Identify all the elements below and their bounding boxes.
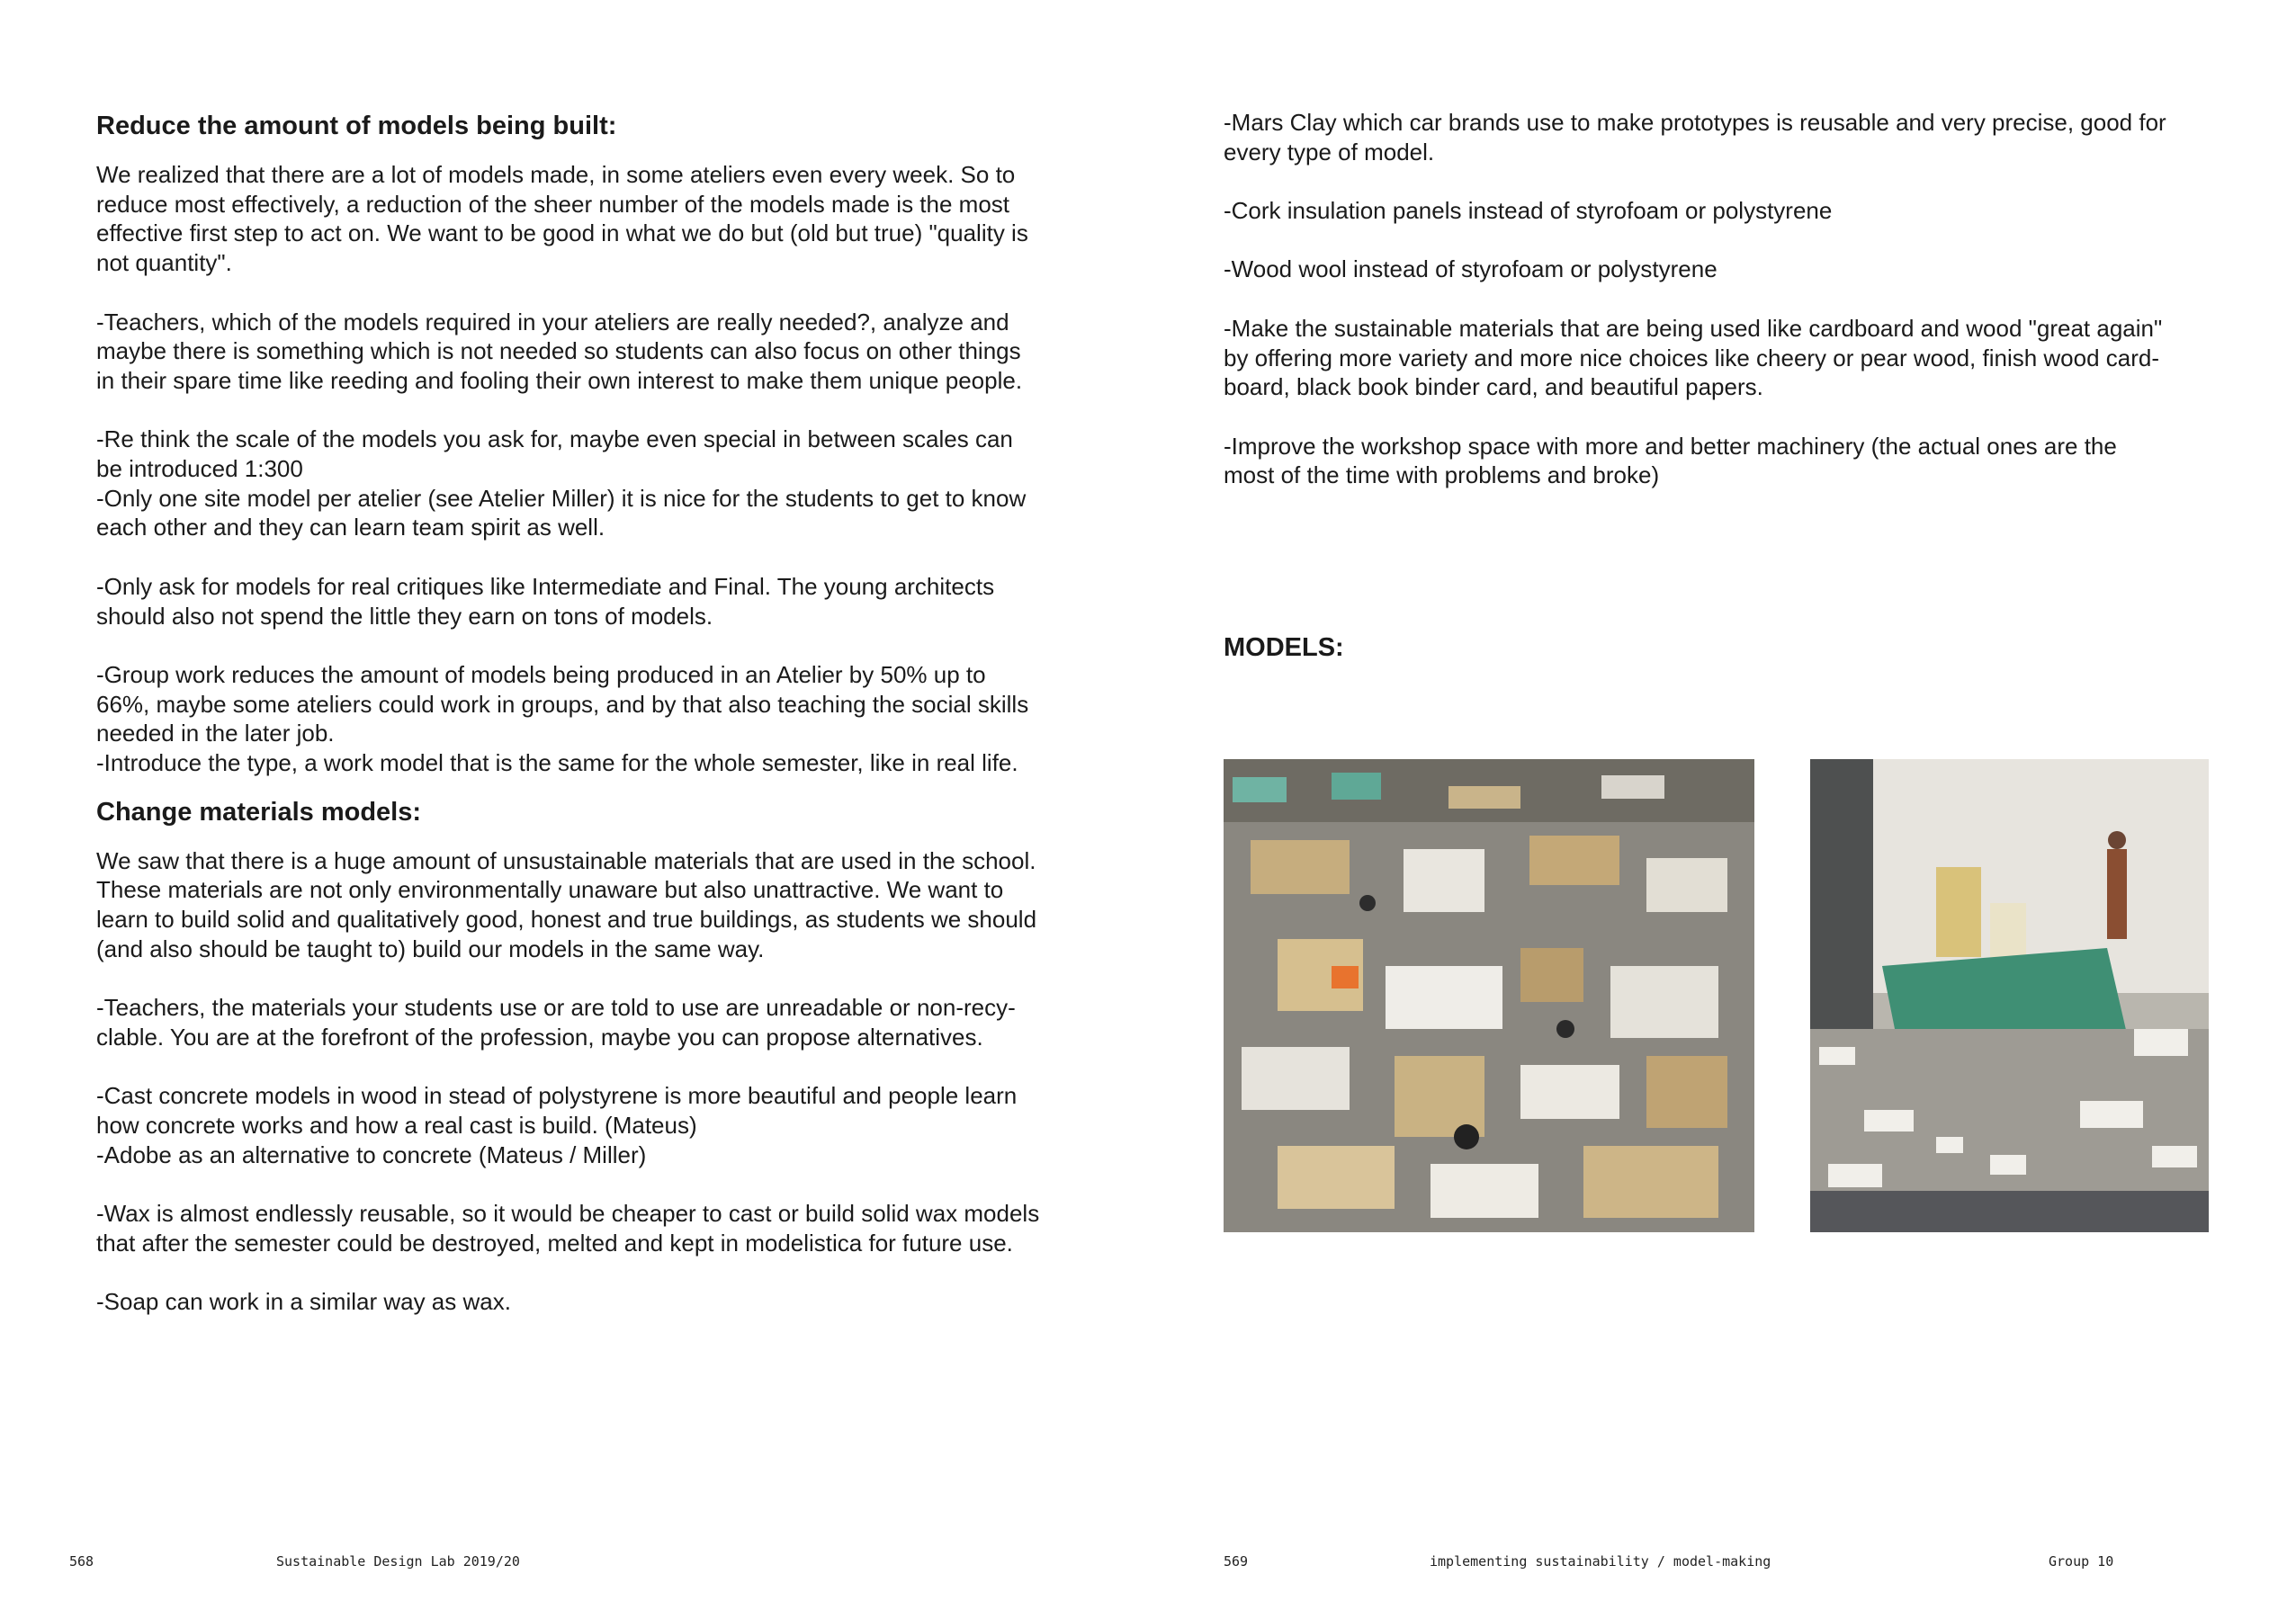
text-line: -Improve the workshop space with more and better machinery (the actual ones are the <box>1224 432 2117 460</box>
heading-reduce-models: Reduce the amount of models being built: <box>96 112 617 140</box>
atelier-overhead-image <box>1224 759 1754 1232</box>
paragraph-critiques <box>96 572 1099 631</box>
paragraph-soap <box>96 1287 1099 1317</box>
paragraph-sustainable-materials <box>1224 314 2227 402</box>
text-line: We realized that there are a lot of models made, in some ateliers even every week. So to <box>96 161 1016 188</box>
text-line: clable. You are at the forefront of the profession, maybe you can propose alternatives. <box>96 1023 983 1051</box>
text-line: -Only ask for models for real critiques like Intermediate and Final. The young architects <box>96 572 995 600</box>
text-line: effective first step to act on. We want to be good in what we do but (old but true) "quality is <box>96 219 1028 247</box>
text-line: -Only one site model per atelier (see Atelier Miller) it is nice for the students to get to know <box>96 484 1027 512</box>
right-page <box>1148 0 2296 1610</box>
workshop-debris-image <box>1810 759 2209 1232</box>
heading-change-materials: Change materials models: <box>96 797 421 827</box>
text-line: -Re think the scale of the models you ask for, maybe even special in between scales can <box>96 425 1013 453</box>
text-line: board, black book binder card, and beautiful papers. <box>1224 373 1763 401</box>
paragraph-workshop <box>1224 432 2227 490</box>
photo-atelier-overhead <box>1224 759 1754 1232</box>
text-line: -Cast concrete models in wood in stead of polystyrene is more beautiful and people learn <box>96 1082 1018 1110</box>
paragraph-group-work <box>96 660 1099 778</box>
text-line: We saw that there is a huge amount of unsustainable materials that are used in the school. <box>96 846 1036 874</box>
text-line: -Teachers, the materials your students use or are told to use are unreadable or non-recy- <box>96 994 1016 1022</box>
text-line: be introduced 1:300 <box>96 455 303 482</box>
text-line: These materials are not only environmentally unaware but also unattractive. We want to <box>96 876 1004 904</box>
text-line: learn to build solid and qualitatively good, honest and true buildings, as students we should <box>96 906 1037 934</box>
paragraph-concrete <box>96 1081 1099 1169</box>
text-line: that after the semester could be destroyed, melted and kept in modelistica for future use. <box>96 1229 1013 1257</box>
text-line: how concrete works and how a real cast is build. (Mateus) <box>96 1112 697 1139</box>
text-line: -Soap can work in a similar way as wax. <box>96 1288 511 1316</box>
text-line: -Wood wool instead of styrofoam or polystyrene <box>1224 255 1718 283</box>
text-line: not quantity". <box>96 249 232 277</box>
text-line: -Adobe as an alternative to concrete (Mateus / Miller) <box>96 1140 647 1168</box>
footer-page-number-right: 569 <box>1224 1553 1249 1570</box>
text-line: should also not spend the little they earn on tons of models. <box>96 602 713 630</box>
text-line: each other and they can learn team spirit as well. <box>96 514 605 541</box>
paragraph-teachers-models <box>96 308 1099 396</box>
right-column <box>1224 108 2227 490</box>
text-line: -Group work reduces the amount of models being produced in an Atelier by 50% up to <box>96 660 986 688</box>
paragraph-intro-reduce <box>96 160 1099 278</box>
paragraph-teachers-materials <box>96 993 1099 1051</box>
text-line: -Wax is almost endlessly reusable, so it would be cheaper to cast or build solid wax models <box>96 1200 1040 1228</box>
paragraph-cork <box>1224 196 2227 226</box>
text-line: reduce most effectively, a reduction of the sheer number of the models made is the most <box>96 190 1010 218</box>
text-line: -Make the sustainable materials that are being used like cardboard and wood "great again" <box>1224 314 2163 342</box>
text-line: every type of model. <box>1224 138 1435 165</box>
footer-publication-title: Sustainable Design Lab 2019/20 <box>276 1553 520 1570</box>
paragraph-scale <box>96 425 1099 542</box>
paragraph-mars-clay <box>1224 108 2227 166</box>
text-line: -Cork insulation panels instead of styrofoam or polystyrene <box>1224 197 1833 225</box>
footer-page-number-left: 568 <box>69 1553 94 1570</box>
footer-section-title: implementing sustainability / model-making <box>1430 1553 1771 1570</box>
left-column <box>96 108 1099 1317</box>
paragraph-wood-wool <box>1224 255 2227 284</box>
text-line: -Teachers, which of the models required in your ateliers are really needed?, analyze and <box>96 308 1009 335</box>
photo-workshop-debris <box>1810 759 2209 1232</box>
heading-models: MODELS: <box>1224 633 1344 662</box>
paragraph-intro-materials <box>96 846 1099 964</box>
text-line: -Introduce the type, a work model that is the same for the whole semester, like in real life. <box>96 749 1018 776</box>
text-line: maybe there is something which is not needed so students can also focus on other things <box>96 337 1021 365</box>
footer-group: Group 10 <box>2049 1553 2114 1570</box>
text-line: 66%, maybe some ateliers could work in groups, and by that also teaching the social skills <box>96 690 1029 718</box>
text-line: most of the time with problems and broke) <box>1224 461 1660 489</box>
text-line: in their spare time like reeding and fooling their own interest to make them unique people. <box>96 366 1023 394</box>
text-line: needed in the later job. <box>96 720 335 747</box>
paragraph-wax <box>96 1199 1099 1257</box>
text-line: by offering more variety and more nice choices like cheery or pear wood, finish wood card- <box>1224 344 2160 371</box>
text-line: (and also should be taught to) build our models in the same way. <box>96 935 765 962</box>
text-line: -Mars Clay which car brands use to make prototypes is reusable and very precise, good for <box>1224 109 2166 136</box>
